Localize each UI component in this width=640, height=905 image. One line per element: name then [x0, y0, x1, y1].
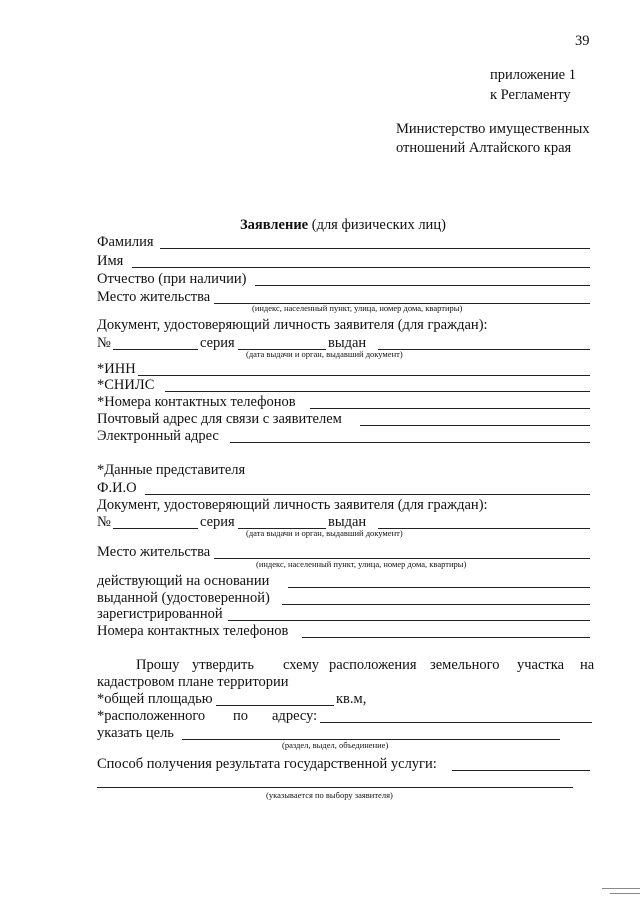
result-method-field[interactable]	[452, 770, 590, 771]
registered-label: зарегистрированной	[97, 606, 223, 622]
location-word-2: по	[233, 708, 249, 724]
residence-label: Место жительства	[97, 289, 211, 305]
id-document-label: Документ, удостоверяющий личность заявителя (для граждан):	[97, 317, 488, 333]
result-method-label: Способ получения результата государственной услуги:	[97, 756, 437, 772]
area-field[interactable]	[216, 705, 334, 706]
page-number: 39	[575, 33, 590, 49]
patronymic-field[interactable]	[255, 285, 590, 286]
registered-field[interactable]	[228, 620, 590, 621]
area-unit: кв.м,	[336, 691, 367, 707]
snils-field[interactable]	[165, 391, 590, 392]
recipient-line-1: Министерство имущественных	[396, 121, 590, 137]
rep-id-document-label: Документ, удостоверяющий личность заявителя (для граждан):	[97, 497, 488, 513]
rep-issued-hint: (дата выдачи и орган, выдавший документ)	[246, 528, 403, 538]
issued-certified-field[interactable]	[282, 604, 590, 605]
rep-residence-hint: (индекс, населенный пункт, улица, номер дома, квартиры)	[256, 559, 467, 569]
phones-label: *Номера контактных телефонов	[97, 394, 296, 410]
request-word-3: схему	[283, 657, 319, 673]
result-method-hint: (указывается по выбору заявителя)	[266, 790, 393, 800]
snils-label: *СНИЛС	[97, 377, 155, 393]
issued-certified-label: выданной (удостоверенной)	[97, 590, 270, 606]
purpose-label: указать цель	[97, 725, 174, 741]
surname-field[interactable]	[160, 248, 590, 249]
name-field[interactable]	[132, 267, 590, 268]
rep-phones-label: Номера контактных телефонов	[97, 623, 289, 639]
inn-label: *ИНН	[97, 361, 136, 377]
address-field[interactable]	[320, 722, 592, 723]
scan-edge-mark-2	[610, 893, 640, 894]
request-word-7: на	[580, 657, 595, 673]
patronymic-label: Отчество (при наличии)	[97, 271, 247, 287]
form-title	[240, 218, 446, 233]
acting-basis-label: действующий на основании	[97, 573, 270, 589]
request-word-4: расположения	[329, 657, 417, 673]
issued-label: выдан	[328, 335, 367, 351]
request-line-2: кадастровом плане территории	[97, 674, 289, 690]
rep-fio-field[interactable]	[145, 494, 590, 495]
scan-edge-mark	[602, 888, 640, 889]
rep-residence-label: Место жительства	[97, 544, 211, 560]
surname-label: Фамилия	[97, 234, 154, 250]
postal-address-field[interactable]	[360, 425, 590, 426]
appendix-line-1: приложение 1	[490, 67, 576, 83]
document-number-field[interactable]	[113, 349, 198, 350]
form-title-bold: Заявление	[240, 217, 309, 233]
rep-phones-field[interactable]	[302, 637, 590, 638]
rep-issued-label: выдан	[328, 514, 367, 530]
email-label: Электронный адрес	[97, 428, 219, 444]
location-word-3: адресу:	[272, 708, 318, 724]
inn-field[interactable]	[138, 375, 590, 376]
recipient-line-2: отношений Алтайского края	[396, 140, 572, 156]
email-field[interactable]	[230, 442, 590, 443]
rep-series-label: серия	[200, 514, 235, 530]
purpose-hint: (раздел, выдел, объединение)	[282, 740, 389, 750]
series-label: серия	[200, 335, 235, 351]
issued-field[interactable]	[378, 349, 590, 350]
request-word-5: земельного	[430, 657, 500, 673]
rep-fio-label: Ф.И.О	[97, 480, 137, 496]
number-sign: №	[97, 335, 111, 351]
name-label: Имя	[97, 253, 124, 269]
form-title-rest: (для физических лиц)	[311, 217, 446, 233]
representative-heading: *Данные представителя	[97, 462, 246, 478]
acting-basis-field[interactable]	[288, 587, 590, 588]
result-method-field-line-2[interactable]	[97, 787, 573, 788]
rep-number-sign: №	[97, 514, 111, 530]
rep-document-number-field[interactable]	[113, 528, 198, 529]
residence-hint: (индекс, населенный пункт, улица, номер дома, квартиры)	[252, 303, 463, 313]
request-word-6: участка	[517, 657, 565, 673]
postal-address-label: Почтовый адрес для связи с заявителем	[97, 411, 342, 427]
rep-issued-field[interactable]	[378, 528, 590, 529]
appendix-line-2: к Регламенту	[490, 87, 571, 103]
request-word-1: Прошу	[136, 657, 180, 673]
request-word-2: утвердить	[192, 657, 254, 673]
area-label: *общей площадью	[97, 691, 213, 707]
issued-hint: (дата выдачи и орган, выдавший документ)	[246, 349, 403, 359]
phones-field[interactable]	[310, 408, 590, 409]
location-word-1: *расположенного	[97, 708, 206, 724]
